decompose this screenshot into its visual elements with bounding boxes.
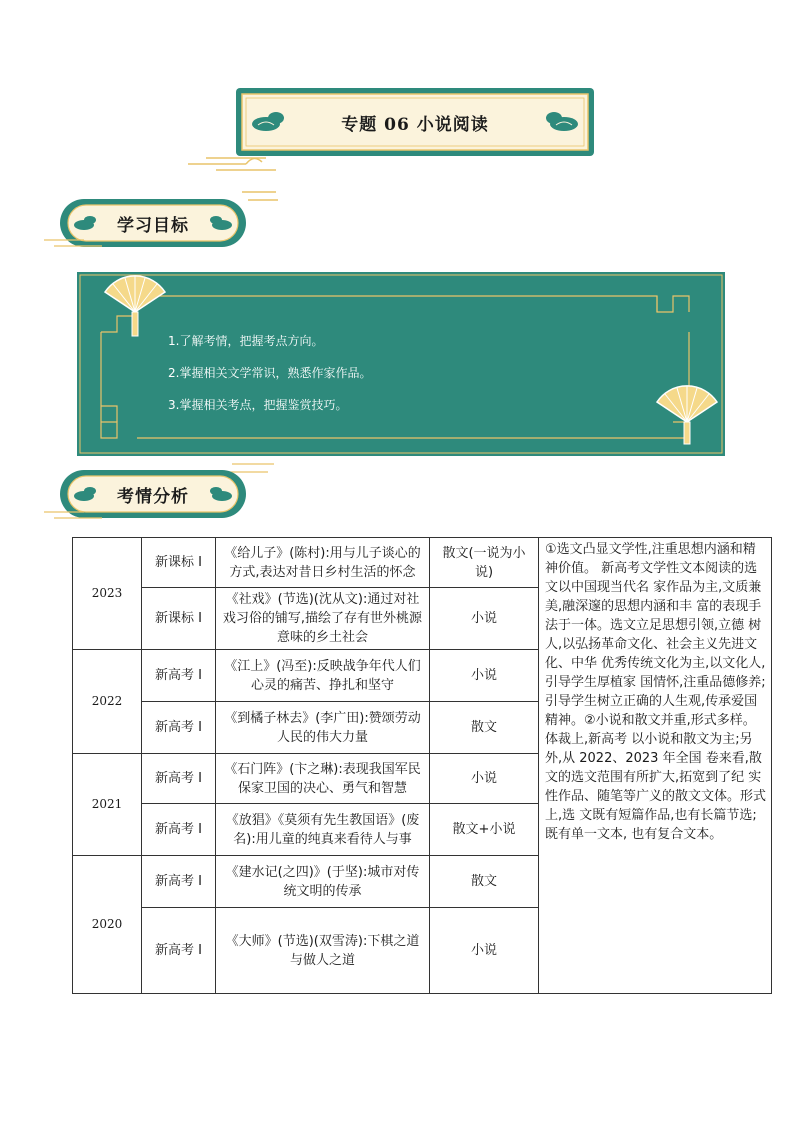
analysis-cell: ①选文凸显文学性,注重思想内涵和精神价值。 新高考文学性文本阅读的选文以中国现当代名 家作品为主,文质兼美,融深邃的思想内涵和丰 富的表现手法于一体。选文立足思想引领,立德 树人,以弘扬革命文化、社会主义先进文化、中华 优秀传统文化为主,以文化人,引导学生厚植家 国情怀,注重品德修养;引导学生树立正确的人生观,传承爱国精神。②小说和散文并重,形式多样。体裁上,新高考 以小说和散文为主;另外,从 2022、2023 年全国 卷来看,散文的选文范围有所扩大,拓宽到了纪 实性作品、随笔等广义的散文文体。形式上,选 文既有短篇作品,也有长篇节选;既有单一文本, 也有复合文本。 <box>539 538 772 994</box>
goal-item: 2.掌握相关文学常识，熟悉作家作品。 <box>168 366 372 380</box>
work-cell: 《放猖》《莫须有先生教国语》(废名):用儿童的纯真来看待人与事 <box>216 804 430 856</box>
genre-cell: 散文 <box>430 702 539 754</box>
exam-cell: 新高考 I <box>142 908 216 994</box>
genre-cell: 散文(一说为小说) <box>430 538 539 588</box>
gold-line-decoration <box>44 236 104 250</box>
work-cell: 《到橘子林去》(李广田):赞颂劳动人民的伟大力量 <box>216 702 430 754</box>
year-cell: 2022 <box>73 650 142 754</box>
exam-cell: 新高考 I <box>142 650 216 702</box>
section-title-analysis: 考情分析 <box>117 486 189 507</box>
genre-cell: 散文+小说 <box>430 804 539 856</box>
year-cell: 2020 <box>73 856 142 994</box>
table-row <box>73 538 772 588</box>
genre-cell: 小说 <box>430 754 539 804</box>
exam-analysis-table <box>72 537 772 994</box>
year-cell: 2023 <box>73 538 142 650</box>
work-cell: 《石门阵》(卞之琳):表现我国军民保家卫国的决心、勇气和智慧 <box>216 754 430 804</box>
work-cell: 《建水记(之四)》(于坚):城市对传统文明的传承 <box>216 856 430 908</box>
work-cell: 《社戏》(节选)(沈从文):通过对社戏习俗的铺写,描绘了存有世外桃源意味的乡土社会 <box>216 588 430 650</box>
genre-cell: 小说 <box>430 908 539 994</box>
exam-cell: 新高考 I <box>142 754 216 804</box>
gold-cloud-decoration <box>240 186 280 206</box>
genre-cell: 小说 <box>430 650 539 702</box>
exam-cell: 新课标 I <box>142 588 216 650</box>
work-cell: 《江上》(冯至):反映战争年代人们心灵的痛苦、挣扎和坚守 <box>216 650 430 702</box>
gold-line-decoration <box>44 508 104 522</box>
goal-item: 1.了解考情，把握考点方向。 <box>168 334 324 348</box>
year-cell: 2021 <box>73 754 142 856</box>
exam-cell: 新高考 I <box>142 856 216 908</box>
genre-cell: 散文 <box>430 856 539 908</box>
exam-cell: 新课标 I <box>142 538 216 588</box>
section-title-goals: 学习目标 <box>117 215 189 236</box>
work-cell: 《大师》(节选)(双雪涛):下棋之道与做人之道 <box>216 908 430 994</box>
exam-cell: 新高考 I <box>142 702 216 754</box>
work-cell: 《给儿子》(陈村):用与儿子谈心的方式,表达对昔日乡村生活的怀念 <box>216 538 430 588</box>
genre-cell: 小说 <box>430 588 539 650</box>
page-title: 专题 06 小说阅读 <box>341 114 489 135</box>
exam-cell: 新高考 I <box>142 804 216 856</box>
gold-cloud-decoration <box>186 138 286 172</box>
goal-item: 3.掌握相关考点，把握鉴赏技巧。 <box>168 398 348 412</box>
